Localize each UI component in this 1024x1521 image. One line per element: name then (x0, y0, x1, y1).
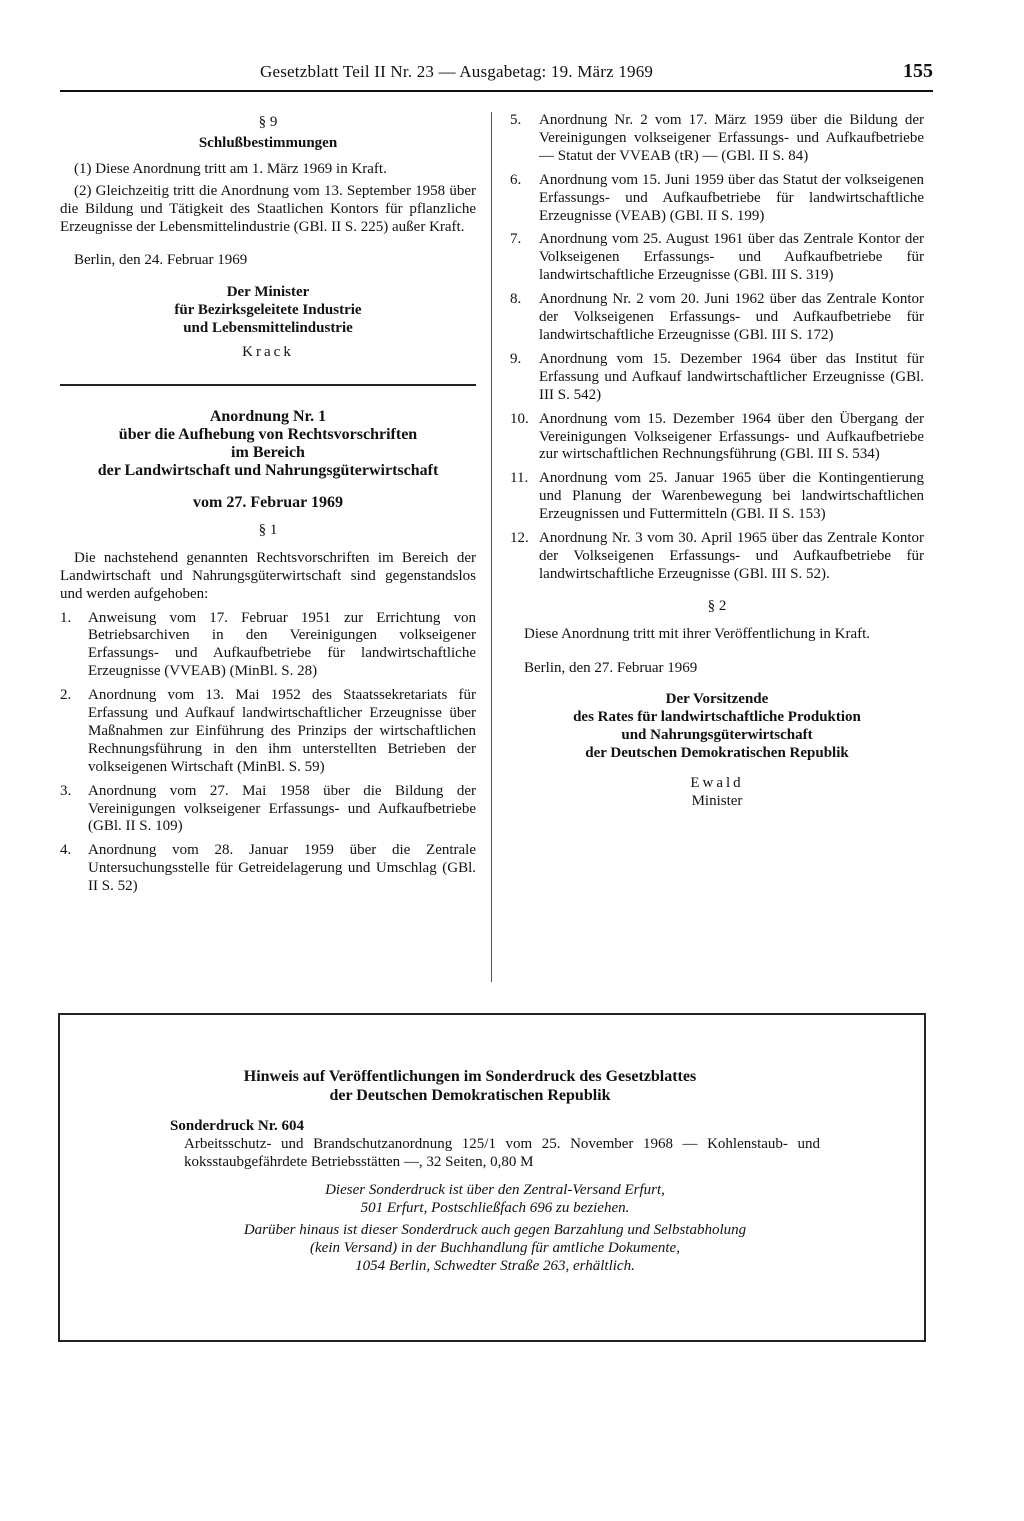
signer-line: und Nahrungsgüterwirtschaft (621, 727, 813, 744)
signer-role-2: Minister (691, 793, 743, 809)
signer-line: der Deutschen Demokratischen Republik (585, 745, 849, 762)
notice-title-line: Hinweis auf Veröffentlichungen im Sonderdruck des Gesetzblattes (243, 1068, 697, 1085)
list-item: 10. Anordnung vom 15. Dezember 1964 über den Übergang der Vereinigungen Volkseigener Erfassungs- und Aufkaufbetriebe zur wirtschaftlichen Rechnungsführung (GBl. III S. 534) (510, 410, 924, 463)
order-title-line: der Landwirtschaft und Nahrungsgüterwirtschaft (97, 461, 439, 479)
order-date: vom 27. Februar 1969 (193, 493, 343, 511)
signer-line: des Rates für landwirtschaftliche Produktion (573, 709, 861, 726)
page-number: 155 (903, 60, 933, 82)
list-item: 1. Anweisung vom 17. Februar 1951 zur Errichtung von Betriebsarchiven in den Vereinigungen volkseigener Erfassungs- und Aufkaufbetriebe für landwirtschaftliche Erzeugnisse (VVEAB) (MinBl. S. 28) (60, 609, 476, 680)
list-item: 12. Anordnung Nr. 3 vom 30. April 1965 über das Zentrale Kontor der Volkseigenen Erfassungs- und Aufkaufbetriebe für landwirtschaftliche Erzeugnisse (GBl. III S. 52). (510, 530, 924, 582)
list-item: 2. Anordnung vom 13. Mai 1952 des Staatssekretariats für Erfassung und Aufkauf landwirtschaftlicher Erzeugnisse über Maßnahmen zur Einführung des Prinzips der wirtschaftlichen Rechnungsführung in den ihm unterstellten Betrieben der volkseigenen Wirtschaft (MinBl. S. 59) (60, 687, 476, 775)
signer-line: Der Minister (226, 284, 310, 301)
sonderdruck-item: Arbeitsschutz- und Brandschutzanordnung 125/1 vom 25. November 1968 — Kohlenstaub- und koksstaubgefährdete Betriebsstätten —, 32 Seiten, 0,80 M (184, 1136, 820, 1170)
signer-name-2: Ewald (690, 775, 744, 792)
signer-line: und Lebensmittelindustrie (183, 320, 353, 337)
place-date-2: Berlin, den 27. Februar 1969 (524, 659, 698, 676)
section-9-subheading: Schlußbestimmungen (198, 134, 338, 151)
signer-block-1 (60, 284, 476, 338)
header-title: Gesetzblatt Teil II Nr. 23 — Ausgabetag: 19. März 1969 (260, 62, 654, 81)
notice-title (150, 1067, 790, 1105)
repealed-list-right (510, 112, 924, 584)
place-date-1: Berlin, den 24. Februar 1969 (74, 252, 248, 269)
notice-box (58, 1013, 926, 1342)
section-9-paragraph-1: (1) Diese Anordnung tritt am 1. März 1969 in Kraft. (74, 160, 387, 177)
section-2-paragraph: Diese Anordnung tritt mit ihrer Veröffentlichung in Kraft. (524, 625, 871, 642)
signer-line: Der Vorsitzende (665, 691, 769, 708)
order-title-line: über die Aufhebung von Rechtsvorschriften (118, 425, 418, 443)
list-item: 9. Anordnung vom 15. Dezember 1964 über das Institut für Erfassung und Aufkauf landwirtschaftlicher Erzeugnisse (GBl. III S. 542) (510, 350, 924, 403)
list-item: 3. Anordnung vom 27. Mai 1958 über die Bildung der Vereinigungen volkseigener Erfassungs- und Aufkaufbetriebe (GBl. II S. 109) (60, 782, 476, 835)
list-item: 6. Anordnung vom 15. Juni 1959 über das Statut der volkseigenen Erfassungs- und Aufkaufbetriebe für landwirtschaftliche Erzeugnisse (VEAB) (GBl. II S. 199) (510, 171, 924, 224)
column-divider (491, 112, 492, 982)
section-2-heading: § 2 (707, 597, 727, 614)
notice-order-info: Dieser Sonderdruck ist über den Zentral-Versand Erfurt, 501 Erfurt, Postschließfach 696 zu beziehen. (325, 1182, 665, 1216)
page-header (60, 62, 933, 92)
list-item: 4. Anordnung vom 28. Januar 1959 über die Zentrale Untersuchungsstelle für Getreidelagerung und Umschlag (GBl. II S. 52) (60, 842, 476, 895)
order-title-line: Anordnung Nr. 1 (209, 407, 327, 425)
signer-name-1: Krack (242, 344, 294, 361)
notice-title-line: der Deutschen Demokratischen Republik (329, 1087, 611, 1104)
section-1-heading: § 1 (258, 521, 278, 538)
right-column (510, 112, 924, 811)
order-intro: Die nachstehend genannten Rechtsvorschriften im Bereich der Landwirtschaft und Nahrungsgüterwirtschaft sind gegenstandslos und werden aufgehoben: (60, 549, 476, 602)
notice-content (170, 1067, 820, 1275)
signer-line: für Bezirksgeleitete Industrie (174, 302, 362, 319)
order-title-line: im Bereich (231, 443, 305, 461)
section-separator (60, 384, 476, 386)
list-item: 7. Anordnung vom 25. August 1961 über das Zentrale Kontor der Volkseigenen Erfassungs- und Aufkaufbetriebe für landwirtschaftliche Erzeugnisse (GBl. III S. 319) (510, 231, 924, 284)
section-9-heading: § 9 (258, 114, 278, 130)
list-item: 5. Anordnung Nr. 2 vom 17. März 1959 über die Bildung der Vereinigungen volkseigener Erfassungs- und Aufkaufbetriebe — Statut der VVEAB (tR) — (GBl. II S. 84) (510, 112, 924, 164)
repealed-list-left (60, 610, 476, 897)
list-item: 8. Anordnung Nr. 2 vom 20. Juni 1962 über das Zentrale Kontor der Volkseigenen Erfassungs- und Aufkaufbetriebe für landwirtschaftliche Erzeugnisse (GBl. III S. 172) (510, 291, 924, 343)
left-column (60, 112, 476, 902)
sonderdruck-number: Sonderdruck Nr. 604 (170, 1118, 305, 1134)
order-title (60, 408, 476, 480)
list-item: 11. Anordnung vom 25. Januar 1965 über die Kontingentierung und Planung der Warenbewegung bei landwirtschaftlichen Erzeugnissen und Futtermitteln (GBl. II S. 153) (510, 470, 924, 523)
section-9-paragraph-2: (2) Gleichzeitig tritt die Anordnung vom 13. September 1958 über die Bildung und Tätigkeit des Staatlichen Kontors für pflanzliche Erzeugnisse der Lebensmittelindustrie (GBl. II S. 225) außer Kraft. (60, 182, 476, 235)
signer-block-2 (510, 691, 924, 763)
notice-pickup-info: Darüber hinaus ist dieser Sonderdruck auch gegen Barzahlung und Selbstabholung (kein Versand) in der Buchhandlung für amtliche Dokumente, 1054 Berlin, Schwedter Straße 263, erhältlich. (243, 1222, 747, 1274)
